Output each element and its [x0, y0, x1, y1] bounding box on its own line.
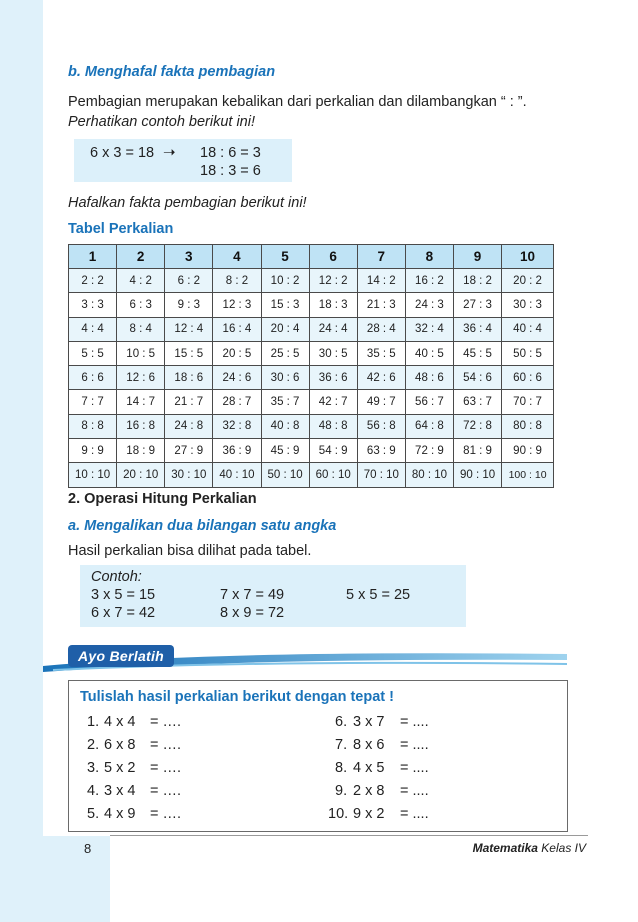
table-cell: 6 : 3: [117, 293, 165, 317]
exercise-item-ans: = ….: [150, 806, 182, 822]
table-row: [69, 341, 554, 365]
exercise-item-ans: = ....: [400, 714, 429, 730]
table-cell: 16 : 2: [405, 269, 453, 293]
table-cell: 6 : 6: [69, 366, 117, 390]
table-cell: 9 : 9: [69, 439, 117, 463]
exercise-item-expr: 5 x 2: [104, 760, 136, 776]
table-cell: 35 : 7: [261, 390, 309, 414]
example-division-1: 18 : 6 = 3: [200, 145, 261, 161]
table-cell: 4 : 2: [117, 269, 165, 293]
book-title-bold: Matematika: [472, 841, 538, 855]
table-cell: 45 : 5: [454, 341, 502, 365]
table-header-cell: 7: [357, 245, 405, 269]
memorize-text: Hafalkan fakta pembagian berikut ini!: [68, 195, 307, 211]
section-2-paragraph: Hasil perkalian bisa dilihat pada tabel.: [68, 543, 312, 559]
table-cell: 45 : 9: [261, 439, 309, 463]
table-header-cell: 1: [69, 245, 117, 269]
section-2a-heading: a. Mengalikan dua bilangan satu angka: [68, 518, 337, 534]
table-row: [69, 317, 554, 341]
table-cell: 20 : 10: [117, 463, 165, 487]
table-cell: 10 : 2: [261, 269, 309, 293]
exercise-item-ans: = ....: [400, 806, 429, 822]
table-cell: 20 : 4: [261, 317, 309, 341]
table-cell: 72 : 8: [454, 414, 502, 438]
table-cell: 30 : 10: [165, 463, 213, 487]
table-cell: 7 : 7: [69, 390, 117, 414]
exercise-item-ans: = ….: [150, 760, 182, 776]
book-title: [473, 841, 586, 855]
table-cell: 48 : 6: [405, 366, 453, 390]
contoh-box: [80, 565, 466, 627]
table-cell: 63 : 7: [454, 390, 502, 414]
table-cell: 10 : 10: [69, 463, 117, 487]
table-cell: 42 : 7: [309, 390, 357, 414]
exercise-item-num: 8.: [335, 760, 348, 776]
table-row: [69, 463, 554, 487]
section-b-heading: b. Menghafal fakta pembagian: [68, 64, 276, 80]
table-cell: 8 : 4: [117, 317, 165, 341]
table-cell: 36 : 6: [309, 366, 357, 390]
exercise-item-ans: = ….: [150, 737, 182, 753]
contoh-item: 3 x 5 = 15: [91, 587, 156, 603]
table-cell: 24 : 4: [309, 317, 357, 341]
exercise-item-num: 6.: [335, 714, 348, 730]
table-cell: 2 : 2: [69, 269, 117, 293]
table-cell: 5 : 5: [69, 341, 117, 365]
exercise-item-num: 3.: [87, 760, 100, 776]
table-cell: 9 : 3: [165, 293, 213, 317]
table-cell: 20 : 5: [213, 341, 261, 365]
exercise-item-expr: 4 x 4: [104, 714, 136, 730]
table-cell: 15 : 3: [261, 293, 309, 317]
table-header-cell: 4: [213, 245, 261, 269]
table-cell: 90 : 10: [454, 463, 502, 487]
table-cell: 64 : 8: [405, 414, 453, 438]
division-example-box: [74, 139, 292, 182]
table-cell: 32 : 8: [213, 414, 261, 438]
exercise-item-expr: 4 x 5: [353, 760, 385, 776]
table-cell: 80 : 8: [502, 414, 554, 438]
page-number: 8: [84, 841, 92, 856]
table-row: [69, 414, 554, 438]
table-cell: 40 : 4: [502, 317, 554, 341]
exercise-item-num: 5.: [87, 806, 100, 822]
table-cell: 28 : 7: [213, 390, 261, 414]
contoh-item: 8 x 9 = 72: [220, 605, 285, 621]
table-cell: 24 : 3: [405, 293, 453, 317]
exercise-item-ans: = ….: [150, 714, 182, 730]
table-cell: 49 : 7: [357, 390, 405, 414]
table-cell: 35 : 5: [357, 341, 405, 365]
exercise-item-expr: 3 x 7: [353, 714, 385, 730]
table-row: [69, 366, 554, 390]
table-cell: 27 : 3: [454, 293, 502, 317]
table-cell: 24 : 6: [213, 366, 261, 390]
table-cell: 8 : 8: [69, 414, 117, 438]
footer-margin-band: [0, 836, 110, 922]
table-cell: 50 : 5: [502, 341, 554, 365]
table-cell: 48 : 8: [309, 414, 357, 438]
book-title-rest: Kelas IV: [537, 841, 586, 855]
exercise-item-ans: = ….: [150, 783, 182, 799]
exercise-box: [68, 680, 568, 832]
table-row: [69, 293, 554, 317]
contoh-item: 5 x 5 = 25: [346, 587, 411, 603]
table-cell: 80 : 10: [405, 463, 453, 487]
table-cell: 12 : 4: [165, 317, 213, 341]
intro-paragraph: Pembagian merupakan kebalikan dari perkalian dan dilambangkan “ : ”.: [68, 94, 527, 110]
table-cell: 30 : 6: [261, 366, 309, 390]
footer-rule: [110, 835, 588, 836]
table-cell: 10 : 5: [117, 341, 165, 365]
table-cell: 70 : 7: [502, 390, 554, 414]
table-cell: 54 : 9: [309, 439, 357, 463]
exercise-item-num: 7.: [335, 737, 348, 753]
table-cell: 20 : 2: [502, 269, 554, 293]
table-header-cell: 8: [405, 245, 453, 269]
table-header-cell: 3: [165, 245, 213, 269]
table-header-cell: 2: [117, 245, 165, 269]
table-cell: 18 : 9: [117, 439, 165, 463]
exercise-item-ans: = ....: [400, 783, 429, 799]
table-row: [69, 269, 554, 293]
table-cell: 30 : 5: [309, 341, 357, 365]
table-cell: 40 : 8: [261, 414, 309, 438]
table-cell: 50 : 10: [261, 463, 309, 487]
table-cell: 40 : 10: [213, 463, 261, 487]
example-multiplication: 6 x 3 = 18: [90, 145, 155, 161]
table-cell: 60 : 10: [309, 463, 357, 487]
table-row: [69, 439, 554, 463]
table-cell: 18 : 3: [309, 293, 357, 317]
table-cell: 15 : 5: [165, 341, 213, 365]
table-cell: 30 : 3: [502, 293, 554, 317]
table-header-cell: 9: [454, 245, 502, 269]
exercise-item-expr: 6 x 8: [104, 737, 136, 753]
table-header-cell: 5: [261, 245, 309, 269]
table-cell: 56 : 8: [357, 414, 405, 438]
table-cell: 4 : 4: [69, 317, 117, 341]
example-division-2: 18 : 3 = 6: [200, 163, 261, 179]
table-cell: 12 : 3: [213, 293, 261, 317]
arrow-right-icon: ➝: [163, 144, 176, 161]
left-margin-band: [0, 0, 43, 922]
exercise-item-expr: 9 x 2: [353, 806, 385, 822]
exercise-title: Tulislah hasil perkalian berikut dengan tepat !: [80, 689, 394, 705]
table-title: Tabel Perkalian: [68, 221, 174, 237]
table-cell: 54 : 6: [454, 366, 502, 390]
table-cell: 90 : 9: [502, 439, 554, 463]
table-cell: 36 : 4: [454, 317, 502, 341]
table-cell: 12 : 6: [117, 366, 165, 390]
table-cell: 3 : 3: [69, 293, 117, 317]
table-cell: 56 : 7: [405, 390, 453, 414]
table-cell: 70 : 10: [357, 463, 405, 487]
ayo-berlatih-banner: [43, 636, 567, 676]
table-cell: 40 : 5: [405, 341, 453, 365]
exercise-item-ans: = ....: [400, 737, 429, 753]
table-header-cell: 10: [502, 245, 554, 269]
table-cell: 25 : 5: [261, 341, 309, 365]
exercise-item-num: 2.: [87, 737, 100, 753]
table-cell: 72 : 9: [405, 439, 453, 463]
table-cell: 14 : 2: [357, 269, 405, 293]
table-cell: 24 : 8: [165, 414, 213, 438]
exercise-item-num: 10.: [328, 806, 349, 822]
table-cell: 36 : 9: [213, 439, 261, 463]
table-cell: 8 : 2: [213, 269, 261, 293]
table-cell: 32 : 4: [405, 317, 453, 341]
table-cell: 6 : 2: [165, 269, 213, 293]
contoh-item: 6 x 7 = 42: [91, 605, 156, 621]
exercise-item-ans: = ....: [400, 760, 429, 776]
table-cell: 18 : 2: [454, 269, 502, 293]
table-cell: 100 : 10: [502, 463, 554, 487]
exercise-item-num: 9.: [335, 783, 348, 799]
table-cell: 16 : 8: [117, 414, 165, 438]
table-header-cell: 6: [309, 245, 357, 269]
contoh-item: 7 x 7 = 49: [220, 587, 285, 603]
table-cell: 16 : 4: [213, 317, 261, 341]
table-cell: 28 : 4: [357, 317, 405, 341]
table-cell: 21 : 3: [357, 293, 405, 317]
table-row: [69, 390, 554, 414]
exercise-item-num: 4.: [87, 783, 100, 799]
exercise-item-expr: 4 x 9: [104, 806, 136, 822]
table-cell: 12 : 2: [309, 269, 357, 293]
table-cell: 81 : 9: [454, 439, 502, 463]
table-cell: 63 : 9: [357, 439, 405, 463]
division-table: [68, 244, 554, 488]
contoh-label: Contoh:: [91, 569, 142, 585]
table-cell: 60 : 6: [502, 366, 554, 390]
table-cell: 42 : 6: [357, 366, 405, 390]
table-cell: 18 : 6: [165, 366, 213, 390]
section-2-heading: 2. Operasi Hitung Perkalian: [68, 491, 257, 507]
table-cell: 27 : 9: [165, 439, 213, 463]
ayo-berlatih-label: Ayo Berlatih: [68, 645, 174, 667]
exercise-item-expr: 8 x 6: [353, 737, 385, 753]
table-cell: 21 : 7: [165, 390, 213, 414]
exercise-item-expr: 3 x 4: [104, 783, 136, 799]
exercise-item-expr: 2 x 8: [353, 783, 385, 799]
table-header-row: [69, 245, 554, 269]
exercise-item-num: 1.: [87, 714, 100, 730]
table-cell: 14 : 7: [117, 390, 165, 414]
instruction-text: Perhatikan contoh berikut ini!: [68, 114, 255, 130]
